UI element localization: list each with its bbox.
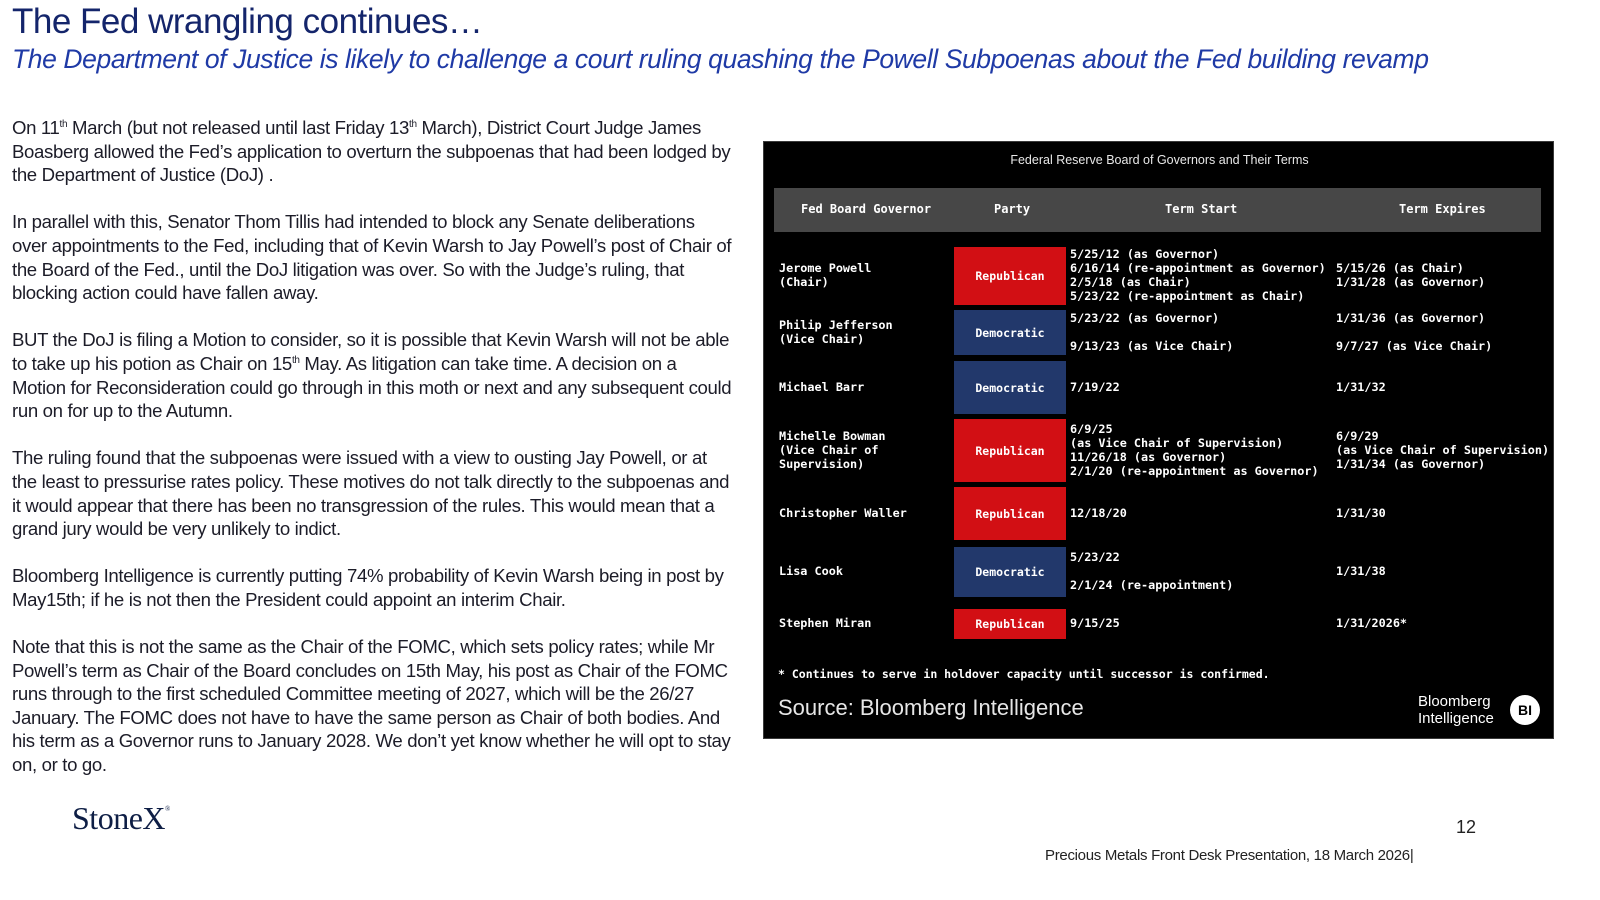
governor-name: Christopher Waller [779, 506, 907, 520]
term-expires: 1/31/36 (as Governor) 9/7/27 (as Vice Chair) [1336, 311, 1493, 353]
governor-name: Jerome Powell (Chair) [779, 261, 872, 289]
term-expires: 1/31/38 [1336, 564, 1386, 578]
party-badge: Democratic [954, 547, 1066, 597]
fed-governors-table-image [763, 141, 1554, 739]
term-expires: 1/31/2026* [1336, 616, 1408, 630]
term-expires: 1/31/30 [1336, 506, 1386, 520]
party-badge: Democratic [954, 361, 1066, 414]
governor-name: Michelle Bowman (Vice Chair of Supervision) [779, 429, 886, 471]
bi-logo-badge: BI [1510, 695, 1540, 725]
table-footnote: * Continues to serve in holdover capacity until successor is confirmed. [778, 667, 1270, 681]
body-text [12, 116, 734, 800]
term-expires: 5/15/26 (as Chair) 1/31/28 (as Governor) [1336, 261, 1486, 289]
header-party: Party [994, 202, 1031, 216]
header-term-start: Term Start [1165, 202, 1238, 216]
page-number: 12 [1456, 817, 1477, 837]
term-start: 5/25/12 (as Governor) 6/16/14 (re-appointment as Governor) 2/5/18 (as Chair) 5/23/22 (re-appointment as Chair) [1070, 247, 1326, 303]
term-start: 7/19/22 [1070, 380, 1120, 394]
paragraph-1: On 11th March (but not released until last Friday 13th March), District Court Judge James Boasberg allowed the Fed’s application to overturn the subpoenas that had been lodged by the Department of Justice (DoJ) . [12, 117, 731, 186]
paragraph-3: BUT the DoJ is filing a Motion to consider, so it is possible that Kevin Warsh will not be able to take up his potion as Chair on 15th May. As litigation can take time. A decision on a Motion for Reconsideration could go through in this moth or next and any subsequent could run on for up to the Autumn. [12, 329, 732, 422]
term-start: 6/9/25 (as Vice Chair of Supervision) 11/26/18 (as Governor) 2/1/20 (re-appointment as Governor) [1070, 422, 1319, 478]
term-expires: 6/9/29 (as Vice Chair of Supervision) 1/31/34 (as Governor) [1336, 429, 1550, 471]
party-badge: Republican [954, 247, 1066, 305]
page-subtitle: The Department of Justice is likely to challenge a court ruling quashing the Powell Subpoenas about the Fed building revamp [12, 44, 1429, 74]
term-start: 9/15/25 [1070, 616, 1120, 630]
stonex-logo: StoneX® [72, 800, 170, 836]
party-badge: Democratic [954, 310, 1066, 355]
governor-name: Michael Barr [779, 380, 865, 394]
party-badge: Republican [954, 609, 1066, 639]
party-badge: Republican [954, 419, 1066, 482]
governor-name: Lisa Cook [779, 564, 843, 578]
table-title: Federal Reserve Board of Governors and Their Terms [1010, 153, 1309, 167]
bloomberg-intelligence-logo-text: Bloomberg Intelligence [1418, 693, 1494, 727]
party-badge: Republican [954, 487, 1066, 540]
term-expires: 1/31/32 [1336, 380, 1386, 394]
governor-name: Philip Jefferson (Vice Chair) [779, 318, 893, 346]
term-start: 12/18/20 [1070, 506, 1127, 520]
paragraph-2: In parallel with this, Senator Thom Tillis had intended to block any Senate deliberations over appointments to the Fed, including that of Kevin Warsh to Jay Powell’s post of Chair of the Board of the Fed., until the DoJ litigation was over. So with the Judge’s ruling, that blocking action could have fallen away. [12, 211, 732, 304]
table-source: Source: Bloomberg Intelligence [778, 695, 1084, 720]
governor-name: Stephen Miran [779, 616, 872, 630]
paragraph-6: Note that this is not the same as the Chair of the FOMC, which sets policy rates; while Mr Powell’s term as Chair of the Board concludes on 15th May, his post as Chair of the FOMC runs through to the first scheduled Committee meeting of 2027, which will be the 26/27 January. The FOMC does not have to have the same person as Chair of both bodies. And his term as a Governor runs to January 2028. We don’t yet know whether he will opt to stay on, or to go. [12, 636, 731, 776]
paragraph-5: Bloomberg Intelligence is currently putting 74% probability of Kevin Warsh being in post by May15th; if he is not then the President could appoint an interim Chair. [12, 565, 724, 610]
header-term-expires: Term Expires [1399, 202, 1486, 216]
page-title: The Fed wrangling continues… [12, 2, 483, 41]
table-body [764, 142, 1555, 740]
footer-text: Precious Metals Front Desk Presentation, 18 March 2026| [1045, 847, 1414, 864]
paragraph-4: The ruling found that the subpoenas were issued with a view to ousting Jay Powell, or at the least to pressurise rates policy. These motives do not talk directly to the subpoenas and it would appear that there has been no transgression of the rules. This would mean that a grand jury would be very unlikely to indict. [12, 447, 730, 540]
term-start: 5/23/22 2/1/24 (re-appointment) [1070, 550, 1234, 592]
term-start: 5/23/22 (as Governor) 9/13/23 (as Vice Chair) [1070, 311, 1234, 353]
header-governor: Fed Board Governor [801, 202, 932, 216]
